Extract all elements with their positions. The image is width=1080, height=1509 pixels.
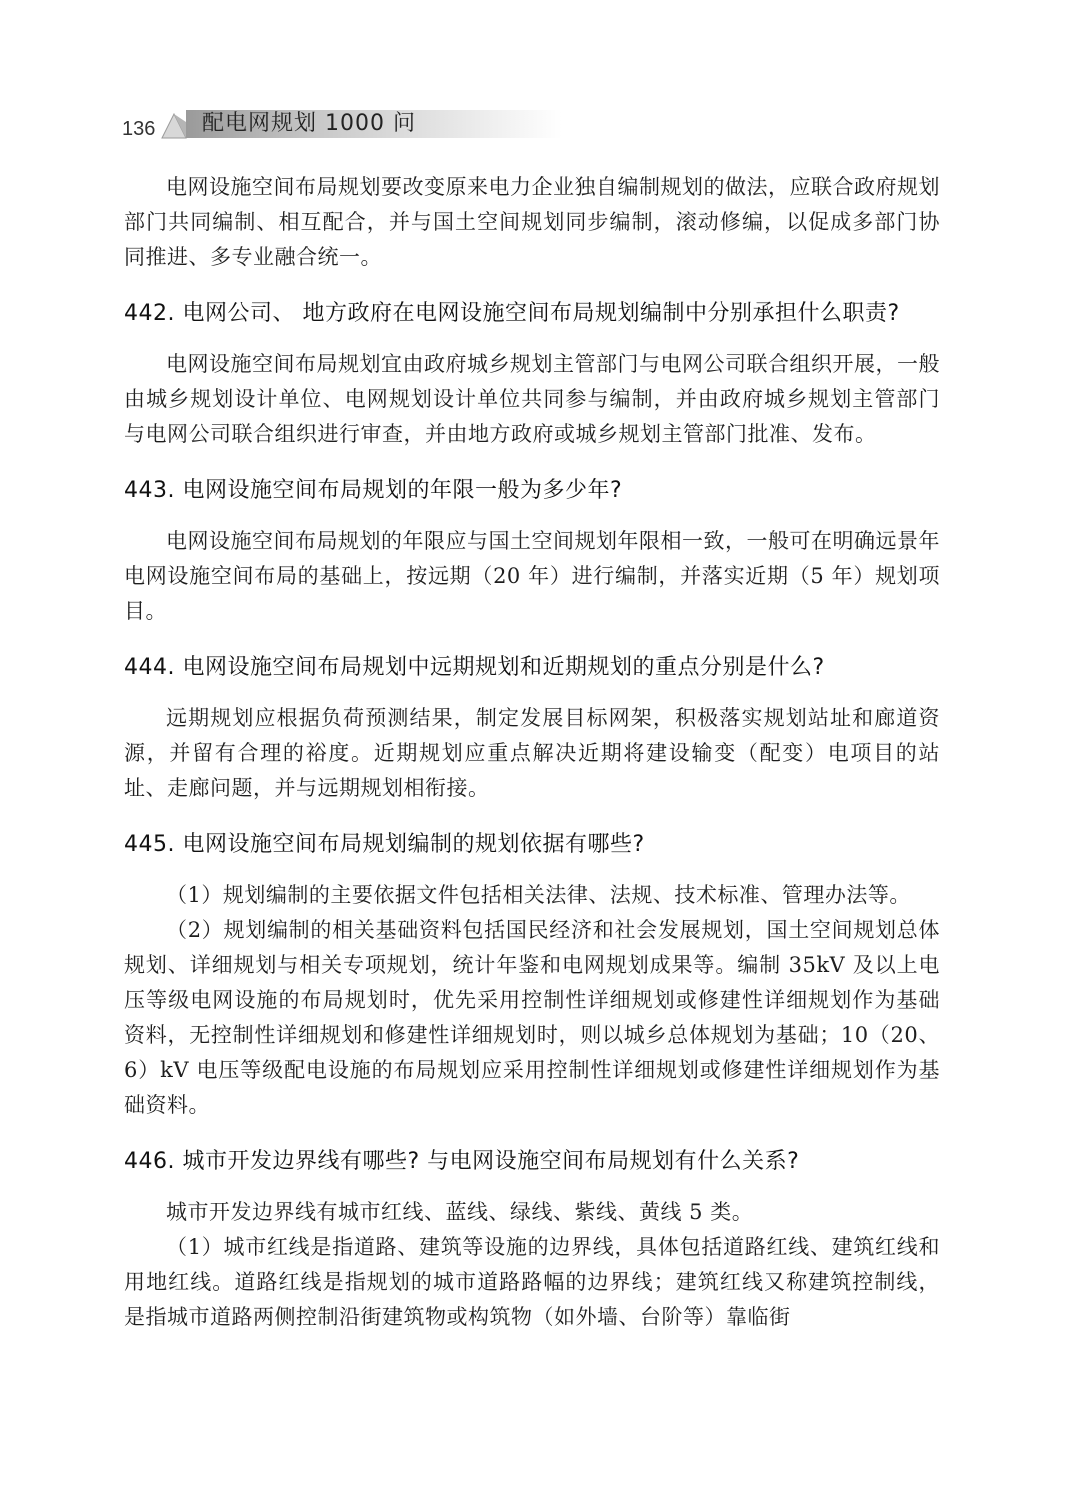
header-ornament-icon	[160, 108, 190, 142]
question-446-intro: 城市开发边界线有城市红线、蓝线、绿线、紫线、黄线 5 类。	[166, 1200, 754, 1224]
book-title: 配电网规划 1000 问	[202, 111, 416, 136]
question-444-title: 444. 电网设施空间布局规划中远期规划和近期规划的重点分别是什么?	[124, 655, 825, 680]
page-content	[124, 170, 940, 1335]
question-446-item-1: （1）城市红线是指道路、建筑等设施的边界线，具体包括道路红线、建筑红线和用地红线。道路红线是指规划的城市道路路幅的边界线；建筑红线又称建筑控制线，是指城市道路两侧控制沿街建筑物或构筑物（如外墙、台阶等）靠临街	[124, 1235, 940, 1329]
question-444-answer: 远期规划应根据负荷预测结果，制定发展目标网架，积极落实规划站址和廊道资源，并留有合理的裕度。近期规划应重点解决近期将建设输变（配变）电项目的站址、走廊问题，并与远期规划相衔接。	[124, 706, 940, 800]
question-446-title: 446. 城市开发边界线有哪些? 与电网设施空间布局规划有什么关系?	[124, 1149, 800, 1174]
question-443-title: 443. 电网设施空间布局规划的年限一般为多少年?	[124, 478, 623, 503]
question-445-item-1: （1）规划编制的主要依据文件包括相关法律、法规、技术标准、管理办法等。	[166, 883, 911, 907]
page-number: 136	[122, 118, 156, 140]
intro-paragraph: 电网设施空间布局规划要改变原来电力企业独自编制规划的做法，应联合政府规划部门共同编制、相互配合，并与国土空间规划同步编制，滚动修编，以促成多部门协同推进、多专业融合统一。	[124, 175, 940, 269]
running-header	[122, 98, 562, 148]
question-442-answer: 电网设施空间布局规划宜由政府城乡规划主管部门与电网公司联合组织开展，一般由城乡规划设计单位、电网规划设计单位共同参与编制，并由政府城乡规划主管部门与电网公司联合组织进行审查，并由地方政府或城乡规划主管部门批准、发布。	[124, 352, 940, 446]
question-442-title: 442. 电网公司、 地方政府在电网设施空间布局规划编制中分别承担什么职责?	[124, 301, 900, 326]
question-445-title: 445. 电网设施空间布局规划编制的规划依据有哪些?	[124, 832, 645, 857]
question-445-item-2: （2）规划编制的相关基础资料包括国民经济和社会发展规划，国土空间规划总体规划、详细规划与相关专项规划，统计年鉴和电网规划成果等。编制 35kV 及以上电压等级电网设施的布局规划时，优先采用控制性详细规划或修建性详细规划作为基础资料，无控制性详细规划和修建性详细规划时，则以城乡总体规划为基础；10（20、6）kV 电压等级配电设施的布局规划应采用控制性详细规划或修建性详细规划作为基础资料。	[124, 918, 940, 1117]
question-443-answer: 电网设施空间布局规划的年限应与国土空间规划年限相一致，一般可在明确远景年电网设施空间布局的基础上，按远期（20 年）进行编制，并落实近期（5 年）规划项目。	[124, 529, 940, 623]
